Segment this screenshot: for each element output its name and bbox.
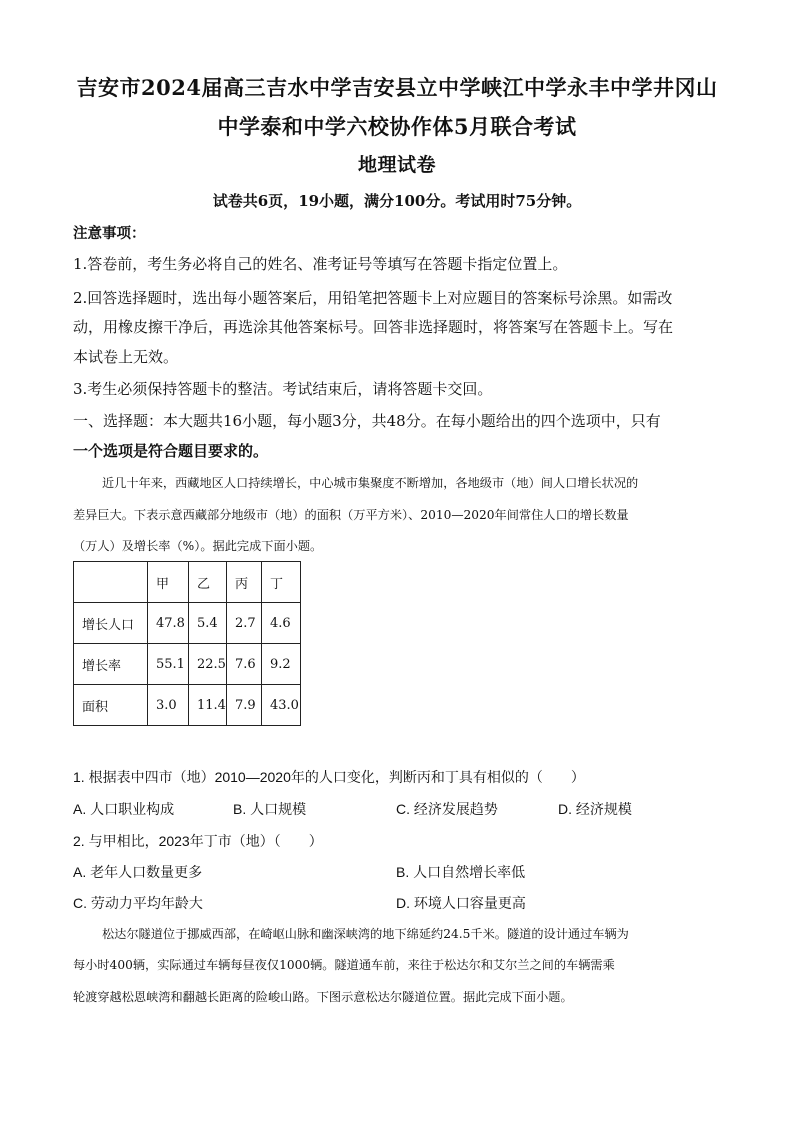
notes-item-2-line3: 本试卷上无效。 [73, 348, 179, 366]
table-row [74, 685, 301, 726]
table-cell: 3.0 [148, 685, 189, 726]
passage2-line3: 轮渡穿越松恩峡湾和翻越长距离的险峻山路。下图示意松达尔隧道位置。据此完成下面小题。 [73, 990, 573, 1004]
table-header-cell: 丙 [226, 562, 261, 603]
notes-item-2-line1: 2.回答选择题时，选出每小题答案后，用铅笔把答题卡上对应题目的答案标号涂黑。如需改 [73, 289, 673, 307]
table-cell: 55.1 [148, 644, 189, 685]
notes-item-1: 1.答卷前，考生务必将自己的姓名、准考证号等填写在答题卡指定位置上。 [73, 255, 568, 273]
table-cell: 7.9 [226, 685, 261, 726]
question-1-option-d: D. 经济规模 [558, 801, 632, 817]
table-header-row [74, 562, 301, 603]
table-cell: 47.8 [148, 603, 189, 644]
passage1-line2: 差异巨大。下表示意西藏部分地级市（地）的面积（万平方米）、2010—2020年间常住人口的增长数量 [73, 508, 629, 522]
question-1-option-b: B. 人口规模 [233, 801, 307, 817]
exam-title-line2: 中学泰和中学六校协作体5月联合考试 [217, 114, 577, 139]
table-cell: 11.4 [189, 685, 227, 726]
question-1-stem: 1. 根据表中四市（地）2010—2020年的人口变化，判断丙和丁具有相似的（ ） [73, 769, 585, 785]
table-header-cell: 甲 [148, 562, 189, 603]
table-cell: 22.5 [189, 644, 227, 685]
table-cell: 5.4 [189, 603, 227, 644]
section1-line2: 一个选项是符合题目要求的。 [73, 442, 269, 460]
table-cell: 面积 [74, 685, 148, 726]
table-row [74, 603, 301, 644]
notes-item-3: 3.考生必须保持答题卡的整洁。考试结束后，请将答题卡交回。 [73, 380, 493, 398]
passage1-line3: （万人）及增长率（%）。据此完成下面小题。 [73, 539, 323, 553]
table-cell: 2.7 [226, 603, 261, 644]
question-1-option-c: C. 经济发展趋势 [396, 801, 498, 817]
question-2-option-a: A. 老年人口数量更多 [73, 864, 203, 880]
passage2-line2: 每小时400辆，实际通过车辆每昼夜仅1000辆。隧道通车前，来往于松达尔和艾尔兰之间的车辆需乘 [73, 958, 615, 972]
exam-title-line1: 吉安市2024届高三吉水中学吉安县立中学峡江中学永丰中学井冈山 [76, 75, 718, 100]
table-cell: 7.6 [226, 644, 261, 685]
table-row [74, 644, 301, 685]
passage1-line1: 近几十年来，西藏地区人口持续增长，中心城市集聚度不断增加，各地级市（地）间人口增长状况的 [102, 476, 639, 490]
table-header-cell [74, 562, 148, 603]
passage2-line1: 松达尔隧道位于挪威西部，在崎岖山脉和幽深峡湾的地下绵延约24.5千米。隧道的设计通过车辆为 [102, 927, 629, 941]
section1-line1: 一、选择题：本大题共16小题，每小题3分，共48分。在每小题给出的四个选项中，只有 [73, 412, 661, 430]
table-cell: 增长率 [74, 644, 148, 685]
notes-item-2-line2: 动，用橡皮擦干净后，再选涂其他答案标号。回答非选择题时，将答案写在答题卡上。写在 [73, 318, 674, 336]
table-header-cell: 乙 [189, 562, 227, 603]
table-cell: 4.6 [261, 603, 300, 644]
question-2-option-b: B. 人口自然增长率低 [396, 864, 526, 880]
table-cell: 43.0 [261, 685, 300, 726]
table-cell: 增长人口 [74, 603, 148, 644]
population-table [73, 561, 301, 726]
exam-subject: 地理试卷 [357, 154, 436, 176]
table-header-cell: 丁 [261, 562, 300, 603]
exam-info: 试卷共6页，19小题，满分100分。考试用时75分钟。 [212, 192, 582, 210]
question-1-option-a: A. 人口职业构成 [73, 801, 175, 817]
question-2-stem: 2. 与甲相比，2023年丁市（地）（ ） [73, 833, 323, 849]
notes-heading: 注意事项： [73, 225, 146, 242]
table-cell: 9.2 [261, 644, 300, 685]
question-2-option-d: D. 环境人口容量更高 [396, 895, 526, 911]
question-2-option-c: C. 劳动力平均年龄大 [73, 895, 203, 911]
